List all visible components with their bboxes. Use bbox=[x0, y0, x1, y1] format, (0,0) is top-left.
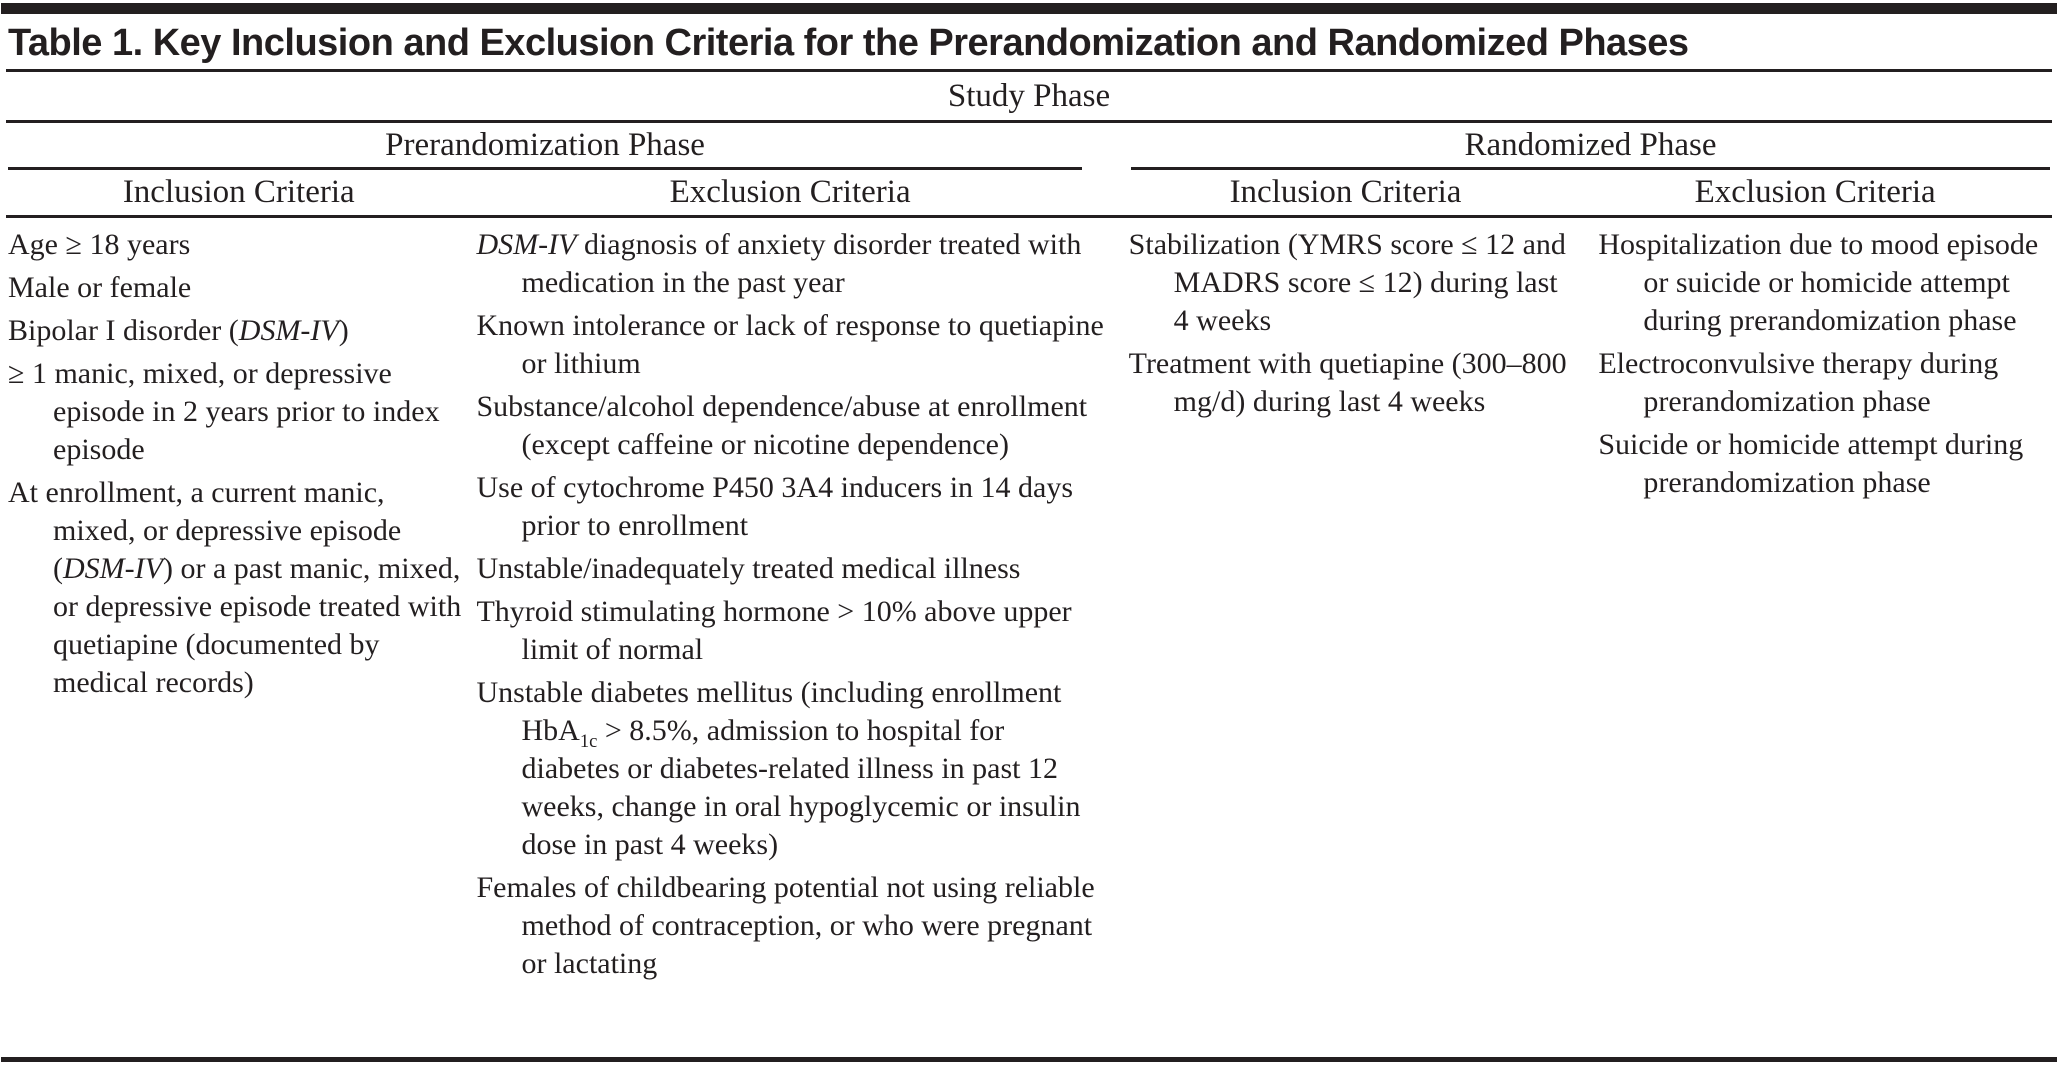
randomized-exclusion-criteria-list bbox=[1580, 226, 2050, 507]
col-header-randomized-inclusion: Inclusion Criteria bbox=[1229, 174, 1462, 210]
prerand-inclusion-criteria-list bbox=[8, 226, 469, 707]
criteria-item: Unstable/inadequately treated medical illness bbox=[476, 552, 1021, 585]
table-body bbox=[8, 218, 2050, 1057]
prerandomization-phase-label: Prerandomization Phase bbox=[385, 127, 705, 163]
criteria-item: ≥ 1 manic, mixed, or depressive episode in 2 years prior to index episode bbox=[8, 357, 440, 466]
randomized-phase-label: Randomized Phase bbox=[1464, 127, 1717, 163]
table-bottom-rule bbox=[1, 1057, 2057, 1062]
criteria-item: Stabilization (YMRS score ≤ 12 and MADRS score ≤ 12) during last 4 weeks bbox=[1128, 228, 1566, 337]
table-top-bar bbox=[1, 3, 2057, 14]
criteria-item: Hospitalization due to mood episode or suicide or homicide attempt during prerandomization phase bbox=[1598, 228, 2039, 337]
criteria-item: Females of childbearing potential not using reliable method of contraception, or who were pregnant or lactating bbox=[476, 871, 1095, 980]
randomized-phase-header bbox=[1131, 127, 2050, 170]
phase-rule-gap bbox=[1082, 127, 1131, 170]
criteria-item: Unstable diabetes mellitus (including enrollment HbA$_{1c}$ > 8.5%, admission to hospital for diabetes or diabetes-related illness in past 12 weeks, change in oral hypoglycemic or insulin dose in past 4 weeks) bbox=[476, 676, 1081, 861]
prerand-exclusion-criteria-list bbox=[469, 226, 1110, 988]
criteria-item: Electroconvulsive therapy during prerandomization phase bbox=[1598, 347, 1999, 418]
criteria-item: DSM-IV diagnosis of anxiety disorder treated with medication in the past year bbox=[476, 228, 1082, 299]
criteria-header-row bbox=[8, 170, 2050, 215]
criteria-item: Male or female bbox=[8, 271, 192, 304]
criteria-item: Treatment with quetiapine (300–800 mg/d) during last 4 weeks bbox=[1128, 347, 1567, 418]
study-phase-row bbox=[0, 72, 2058, 120]
col-header-prerand-inclusion: Inclusion Criteria bbox=[122, 174, 355, 210]
col-header-randomized-exclusion: Exclusion Criteria bbox=[1694, 174, 1936, 210]
criteria-item: Suicide or homicide attempt during prerandomization phase bbox=[1598, 428, 2024, 499]
criteria-item: At enrollment, a current manic, mixed, or depressive episode (DSM-IV) or a past manic, mixed, or depressive episode treated with quetiapine (documented by medical records) bbox=[8, 476, 462, 699]
study-phase-header: Study Phase bbox=[947, 78, 1111, 114]
criteria-item: Age ≥ 18 years bbox=[8, 228, 191, 261]
randomized-inclusion-criteria-list bbox=[1111, 226, 1581, 426]
criteria-item: Use of cytochrome P450 3A4 inducers in 14 days prior to enrollment bbox=[476, 471, 1074, 542]
table-title: Table 1. Key Inclusion and Exclusion Criteria for the Prerandomization and Randomized Phases bbox=[8, 22, 1689, 64]
prerandomization-phase-header bbox=[8, 127, 1082, 170]
col-header-prerand-exclusion: Exclusion Criteria bbox=[669, 174, 911, 210]
criteria-item: Substance/alcohol dependence/abuse at enrollment (except caffeine or nicotine dependence) bbox=[476, 390, 1088, 461]
criteria-item: Bipolar I disorder (DSM-IV) bbox=[8, 314, 349, 347]
criteria-item: Known intolerance or lack of response to quetiapine or lithium bbox=[476, 309, 1104, 380]
phase-header-row bbox=[8, 123, 2050, 170]
table-title-row bbox=[0, 14, 2058, 69]
criteria-item: Thyroid stimulating hormone > 10% above upper limit of normal bbox=[476, 595, 1072, 666]
